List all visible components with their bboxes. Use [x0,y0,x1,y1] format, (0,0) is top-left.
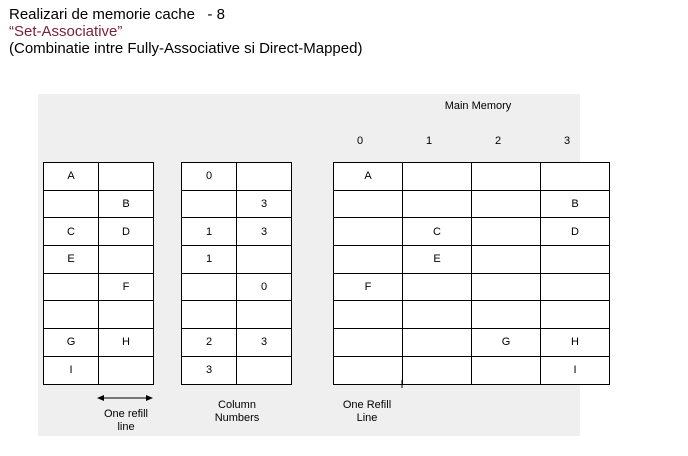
title-line-1: Realizari de memorie cache - 8 [9,6,225,23]
cache-cell: E [44,246,99,274]
cache-refill-caption: One refill line [103,408,149,433]
column-numbers-caption: Column Numbers [214,399,260,424]
cache-cell: I [44,356,99,384]
memory-cell: B [541,190,610,218]
memory-column-header-3: 3 [563,135,571,147]
memory-cell: I [541,356,610,384]
memory-column-header-1: 1 [425,135,433,147]
cache-cell: H [99,329,154,357]
cache-cell: F [99,273,154,301]
memory-cell: G [472,329,541,357]
cache-cell: A [44,163,99,191]
column-number-cell: 3 [237,218,292,246]
memory-refill-caption: One Refill Line [342,399,392,424]
column-number-cell: 3 [182,356,237,384]
title-line-3: (Combinatie intre Fully-Associative si Direct-Mapped) [9,40,363,57]
column-number-cell: 1 [182,218,237,246]
memory-column-header-2: 2 [494,135,502,147]
column-number-cell: 2 [182,329,237,357]
memory-cell: H [541,329,610,357]
column-number-cell: 3 [237,190,292,218]
cache-cell: C [44,218,99,246]
column-number-cell: 0 [182,163,237,191]
column-number-cell: 0 [237,273,292,301]
double-arrow-icon [97,395,153,401]
memory-cell: F [334,273,403,301]
memory-cell: C [403,218,472,246]
memory-column-header-0: 0 [356,135,364,147]
column-number-cell: 1 [182,246,237,274]
main-memory-label: Main Memory [444,100,512,112]
memory-cell: A [334,163,403,191]
cache-cell: D [99,218,154,246]
title-line-2: “Set-Associative” [9,23,123,40]
cache-cell: G [44,329,99,357]
cache-cell: B [99,190,154,218]
memory-cell: D [541,218,610,246]
column-number-cell: 3 [237,329,292,357]
memory-cell: E [403,246,472,274]
